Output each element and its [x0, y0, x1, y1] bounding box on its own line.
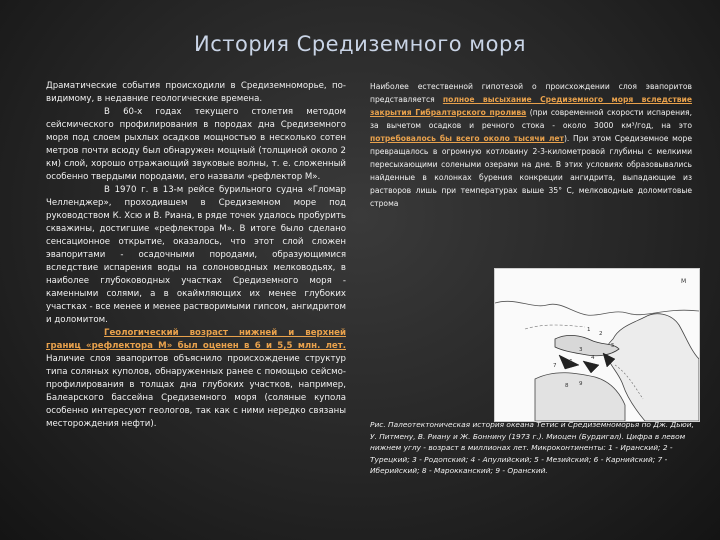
figure-label-5: 5	[611, 343, 615, 349]
paleotectonic-map-figure	[494, 268, 700, 422]
paragraph-seismic: В 60-х годах текущего столетия методом сейсмического профилирования в породах дна Средиземного моря под слоем рыхлых осадков мощностью в несколько сотен метров почти всюду был обнаружен мощный (толщиной около 2 км) слой, хорошо отражающий звуковые волны, т. е. сложенный особенно твердыми породами, его назвали «рефлектор М».	[46, 107, 346, 182]
figure-label-1: 1	[587, 327, 591, 333]
hypothesis-text-2: (при современной скорости испарения, за вычетом осадков и речного стока - около 3000 км³/год, на это	[370, 108, 692, 130]
left-text-column	[46, 80, 346, 431]
paleotectonic-map	[495, 269, 699, 421]
figure-label-8: 8	[565, 383, 569, 389]
figure-label-6: 6	[569, 359, 573, 365]
hypothesis-highlight-2: потребовалось бы всего около тысячи лет	[370, 134, 564, 143]
figure-label-3: 3	[579, 347, 583, 353]
figure-label-m: М	[681, 278, 687, 285]
paragraph-intro: Драматические события происходили в Средиземноморье, по-видимому, в недавние геологические времена.	[46, 81, 346, 104]
figure-label-2: 2	[599, 331, 603, 337]
slide-title: История Средиземного моря	[194, 32, 526, 56]
age-highlight: Геологический возраст нижней и верхней границ «рефлектора М» был оценен в 6 и 5,5 млн. лет.	[46, 328, 346, 351]
right-text-column	[370, 80, 692, 210]
paragraph-hypothesis	[370, 80, 692, 210]
paragraph-drilling: В 1970 г. в 13-м рейсе бурильного судна «Гломар Челленджер», проходившем в Средиземном море под руководством К. Хсю и В. Риана, в ряде точек удалось пробурить скважины, достигшие «рефлектора М». В итоге было сделано сенсационное открытие, оказалось, что этот слой сложен эвапоритами - осадочными породами, образующимися вследствие испарения воды на солоноводных мелководьях, в наиболее глубоководных участках Средиземного моря - каменными солями, а в окаймляющих их менее глубоких участках - все менее и менее растворимыми гипсом, ангидритом и доломитом.	[46, 185, 346, 325]
hypothesis-text-3: ). При этом Средиземное море превращалось в огромную котловину 2-3-километровой глубины с мелкими пересыхающими солеными озерами на дне. В этих условиях образовывались найденные в колонках бурения конкреции ангидрита, выпадающие из растворов лишь при температурах выше 35° С, мелководные доломитовые строма	[370, 134, 692, 208]
hypothesis-text-1: Наиболее естественной гипотезой о происхождении слоя эвапоритов представляется	[370, 82, 692, 104]
figure-label-4: 4	[591, 355, 595, 361]
figure-label-7: 7	[553, 363, 557, 369]
hypothesis-highlight-1: полное высыхание Средиземного моря вследствие закрытия Гибралтарского пролива	[370, 95, 693, 117]
figure-label-9: 9	[579, 381, 583, 387]
age-rest: Наличие слоя эвапоритов объяснило происхождение структур типа соляных куполов, обнаруженных ранее с помощью сейсмо-профилирования в толщах дна глубоких участков, например, Балеарского бассейна Средиземного моря (соляные купола особенно интересуют геологов, так как с ними нередко связаны месторождения нефти).	[46, 354, 346, 429]
figure-caption: Рис. Палеотектоническая история океана Тетис и Средиземноморья по Дж. Дьюи, У. Питмену, В. Риану и Ж. Боннину (1973 г.). Миоцен (Бурдигал). Цифра в левом нижнем углу - возраст в миллионах лет. Микроконтиненты: 1 - Иранский; 2 - Турецкий; 3 - Родопский; 4 - Апулийский; 5 - Мезийский; 6 - Карнийский; 7 - Иберийский; 8 - Марокканский; 9 - Оранский.	[370, 420, 694, 476]
paragraph-age	[46, 327, 346, 431]
